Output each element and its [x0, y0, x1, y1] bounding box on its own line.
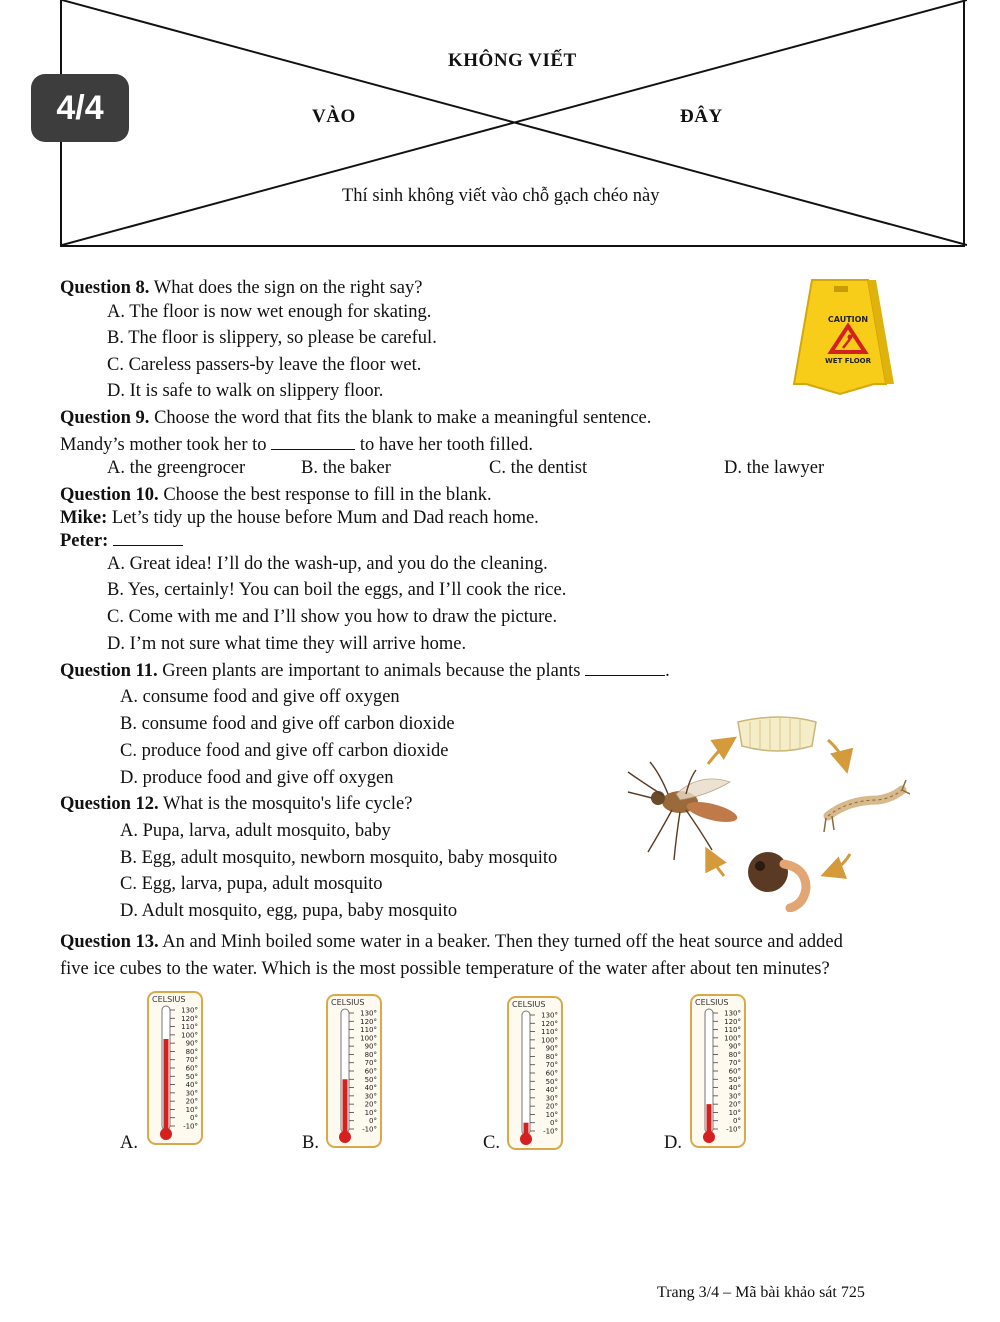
q12-text: What is the mosquito's life cycle?	[162, 794, 413, 814]
q11-option-d: D. produce food and give off oxygen	[120, 768, 394, 788]
q13-line1	[60, 932, 843, 953]
scale-label: 130°	[724, 1009, 741, 1018]
scale-label: 80°	[728, 1050, 741, 1059]
thermometer-label: CELSIUS	[512, 1000, 546, 1009]
scale-label: 40°	[364, 1084, 377, 1093]
q8-option-a: A. The floor is now wet enough for skating.	[107, 302, 432, 322]
q9-prompt	[60, 408, 651, 429]
header-left-word: VÀO	[312, 106, 356, 127]
thermometer-tube	[522, 1011, 530, 1135]
sign-wet-floor-text: WET FLOOR	[825, 357, 871, 365]
scale-label: -10°	[362, 1125, 377, 1134]
scale-label: -10°	[543, 1127, 558, 1136]
cycle-arrow-4	[708, 852, 724, 876]
scale-label: 130°	[181, 1006, 198, 1015]
scale-label: 90°	[185, 1039, 198, 1048]
scale-label: 110°	[724, 1026, 741, 1035]
scale-label: 30°	[545, 1094, 558, 1103]
q11-blank	[585, 661, 665, 676]
no-write-box	[60, 0, 965, 247]
q13-number: Question 13.	[60, 932, 159, 952]
header-title: KHÔNG VIẾT	[448, 50, 577, 71]
scale-label: 110°	[181, 1023, 198, 1032]
q10-blank	[113, 531, 183, 546]
q9-number: Question 9.	[60, 408, 150, 428]
q13-line2: five ice cubes to the water. Which is the most possible temperature of the water after about ten minutes?	[60, 959, 830, 979]
scale-label: 60°	[185, 1064, 198, 1073]
q9-option-c: C. the dentist	[489, 458, 588, 478]
scale-label: 40°	[728, 1084, 741, 1093]
q12-option-c: C. Egg, larva, pupa, adult mosquito	[120, 874, 383, 894]
scale-label: 90°	[364, 1042, 377, 1051]
q8-prompt	[60, 278, 422, 299]
scale-label: -10°	[726, 1125, 741, 1134]
scale-label: 0°	[733, 1117, 741, 1126]
cycle-arrow-2	[828, 740, 846, 768]
scale-label: 100°	[360, 1034, 377, 1043]
scale-label: 120°	[541, 1019, 558, 1028]
q8-option-d: D. It is safe to walk on slippery floor.	[107, 381, 384, 401]
thermometer-d	[689, 993, 747, 1151]
q8-option-b: B. The floor is slippery, so please be careful.	[107, 328, 437, 348]
scale-label: 50°	[728, 1075, 741, 1084]
q10-option-b: B. Yes, certainly! You can boil the eggs, and I’ll cook the rice.	[107, 580, 567, 600]
thermometer-b	[325, 993, 383, 1151]
q13-text-line1: An and Minh boiled some water in a beaker. Then they turned off the heat source and added	[162, 932, 843, 952]
thermometer-c	[506, 995, 564, 1153]
q10-peter-line	[60, 531, 183, 552]
cross-lines	[62, 0, 967, 247]
q9-option-d: D. the lawyer	[724, 458, 825, 478]
q9-option-a: A. the greengrocer	[107, 458, 246, 478]
scale-label: 50°	[364, 1075, 377, 1084]
q8-number: Question 8.	[60, 278, 150, 298]
page-badge: 4/4	[31, 74, 129, 142]
q8-option-c: C. Careless passers-by leave the floor wet.	[107, 355, 422, 375]
scale-label: 60°	[728, 1067, 741, 1076]
mercury-bulb	[160, 1128, 172, 1140]
scale-label: 80°	[545, 1052, 558, 1061]
egg-raft	[738, 717, 816, 751]
q10-mike-text: Let’s tidy up the house before Mum and Dad reach home.	[111, 508, 539, 528]
scale-label: 10°	[545, 1110, 558, 1119]
q11-option-b: B. consume food and give off carbon dioxide	[120, 714, 455, 734]
scale-label: 20°	[728, 1100, 741, 1109]
cycle-arrow-1	[708, 740, 732, 764]
scale-label: 120°	[360, 1017, 377, 1026]
mercury-bulb	[339, 1131, 351, 1143]
q10-mike-label: Mike:	[60, 508, 108, 528]
q12-prompt	[60, 794, 412, 815]
q9-text: Choose the word that fits the blank to make a meaningful sentence.	[154, 408, 652, 428]
q13-option-letter-b: B.	[302, 1133, 319, 1153]
scale-label: 90°	[728, 1042, 741, 1051]
scale-label: 120°	[724, 1017, 741, 1026]
mercury-column	[164, 1039, 169, 1130]
scale-label: 90°	[545, 1044, 558, 1053]
q9-sentence	[60, 435, 533, 456]
scale-label: 10°	[728, 1108, 741, 1117]
sign-caution-text: CAUTION	[827, 315, 869, 324]
q10-option-a: A. Great idea! I’ll do the wash-up, and you do the cleaning.	[107, 554, 548, 574]
q12-option-d: D. Adult mosquito, egg, pupa, baby mosquito	[120, 901, 458, 921]
page-footer: Trang 3/4 – Mã bài khảo sát 725	[657, 1284, 865, 1301]
q10-option-c: C. Come with me and I’ll show you how to draw the picture.	[107, 607, 558, 627]
scale-label: 110°	[360, 1026, 377, 1035]
scale-label: 70°	[545, 1061, 558, 1070]
q10-text: Choose the best response to fill in the blank.	[163, 485, 492, 505]
scale-label: 80°	[364, 1050, 377, 1059]
mercury-column	[343, 1079, 348, 1133]
scale-label: 0°	[550, 1119, 558, 1128]
scale-label: 100°	[541, 1036, 558, 1045]
scale-label: 30°	[728, 1092, 741, 1101]
scale-label: 130°	[541, 1011, 558, 1020]
scale-label: 20°	[364, 1100, 377, 1109]
q13-option-letter-d: D.	[664, 1133, 682, 1153]
scale-label: 100°	[181, 1031, 198, 1040]
scale-label: 0°	[369, 1117, 377, 1126]
scale-label: 130°	[360, 1009, 377, 1018]
scale-label: 10°	[185, 1105, 198, 1114]
scale-label: 100°	[724, 1034, 741, 1043]
pupa	[748, 852, 806, 908]
q10-peter-label: Peter:	[60, 531, 109, 551]
cycle-arrow-3	[826, 854, 850, 874]
q13-option-letter-a: A.	[120, 1133, 138, 1153]
scale-label: 70°	[185, 1056, 198, 1065]
mosquito-life-cycle-illustration	[620, 712, 910, 912]
q10-mike-line	[60, 508, 539, 529]
q8-text: What does the sign on the right say?	[153, 278, 423, 298]
scale-label: 70°	[728, 1059, 741, 1068]
scale-label: 80°	[185, 1047, 198, 1056]
q9-sentence-before: Mandy’s mother took her to	[60, 435, 267, 455]
larva	[824, 780, 910, 832]
mercury-bulb	[520, 1133, 532, 1145]
scale-label: 10°	[364, 1108, 377, 1117]
q12-number: Question 12.	[60, 794, 159, 814]
q9-sentence-after: to have her tooth filled.	[359, 435, 533, 455]
q11-option-c: C. produce food and give off carbon dioxide	[120, 741, 449, 761]
q11-end: .	[665, 661, 670, 681]
q11-prompt	[60, 661, 670, 682]
q11-text: Green plants are important to animals because the plants	[162, 661, 581, 681]
scale-label: 110°	[541, 1028, 558, 1037]
q12-option-a: A. Pupa, larva, adult mosquito, baby	[120, 821, 391, 841]
q10-number: Question 10.	[60, 485, 159, 505]
adult-mosquito	[628, 762, 739, 860]
mercury-column	[707, 1104, 712, 1133]
scale-label: 30°	[185, 1089, 198, 1098]
scale-label: 30°	[364, 1092, 377, 1101]
q10-prompt	[60, 485, 492, 506]
scale-label: 20°	[185, 1097, 198, 1106]
thermometer-label: CELSIUS	[331, 998, 365, 1007]
thermometer-label: CELSIUS	[152, 995, 186, 1004]
scale-label: 40°	[185, 1081, 198, 1090]
wet-floor-sign	[790, 276, 900, 406]
thermometer-a	[146, 990, 204, 1148]
header-right-word: ĐÂY	[680, 106, 723, 127]
mercury-bulb	[703, 1131, 715, 1143]
scale-label: 40°	[545, 1086, 558, 1095]
scale-label: 50°	[545, 1077, 558, 1086]
scale-label: 60°	[364, 1067, 377, 1076]
scale-label: 50°	[185, 1072, 198, 1081]
q11-number: Question 11.	[60, 661, 158, 681]
scale-label: -10°	[183, 1122, 198, 1131]
scale-label: 20°	[545, 1102, 558, 1111]
scale-label: 120°	[181, 1014, 198, 1023]
scale-label: 70°	[364, 1059, 377, 1068]
header-notice: Thí sinh không viết vào chỗ gạch chéo này	[342, 186, 660, 206]
thermometer-label: CELSIUS	[695, 998, 729, 1007]
q11-option-a: A. consume food and give off oxygen	[120, 687, 400, 707]
q9-blank	[271, 435, 355, 450]
q12-option-b: B. Egg, adult mosquito, newborn mosquito, baby mosquito	[120, 848, 558, 868]
q9-option-b: B. the baker	[301, 458, 391, 478]
scale-label: 0°	[190, 1114, 198, 1123]
scale-label: 60°	[545, 1069, 558, 1078]
q13-option-letter-c: C.	[483, 1133, 500, 1153]
q10-option-d: D. I’m not sure what time they will arrive home.	[107, 634, 467, 654]
